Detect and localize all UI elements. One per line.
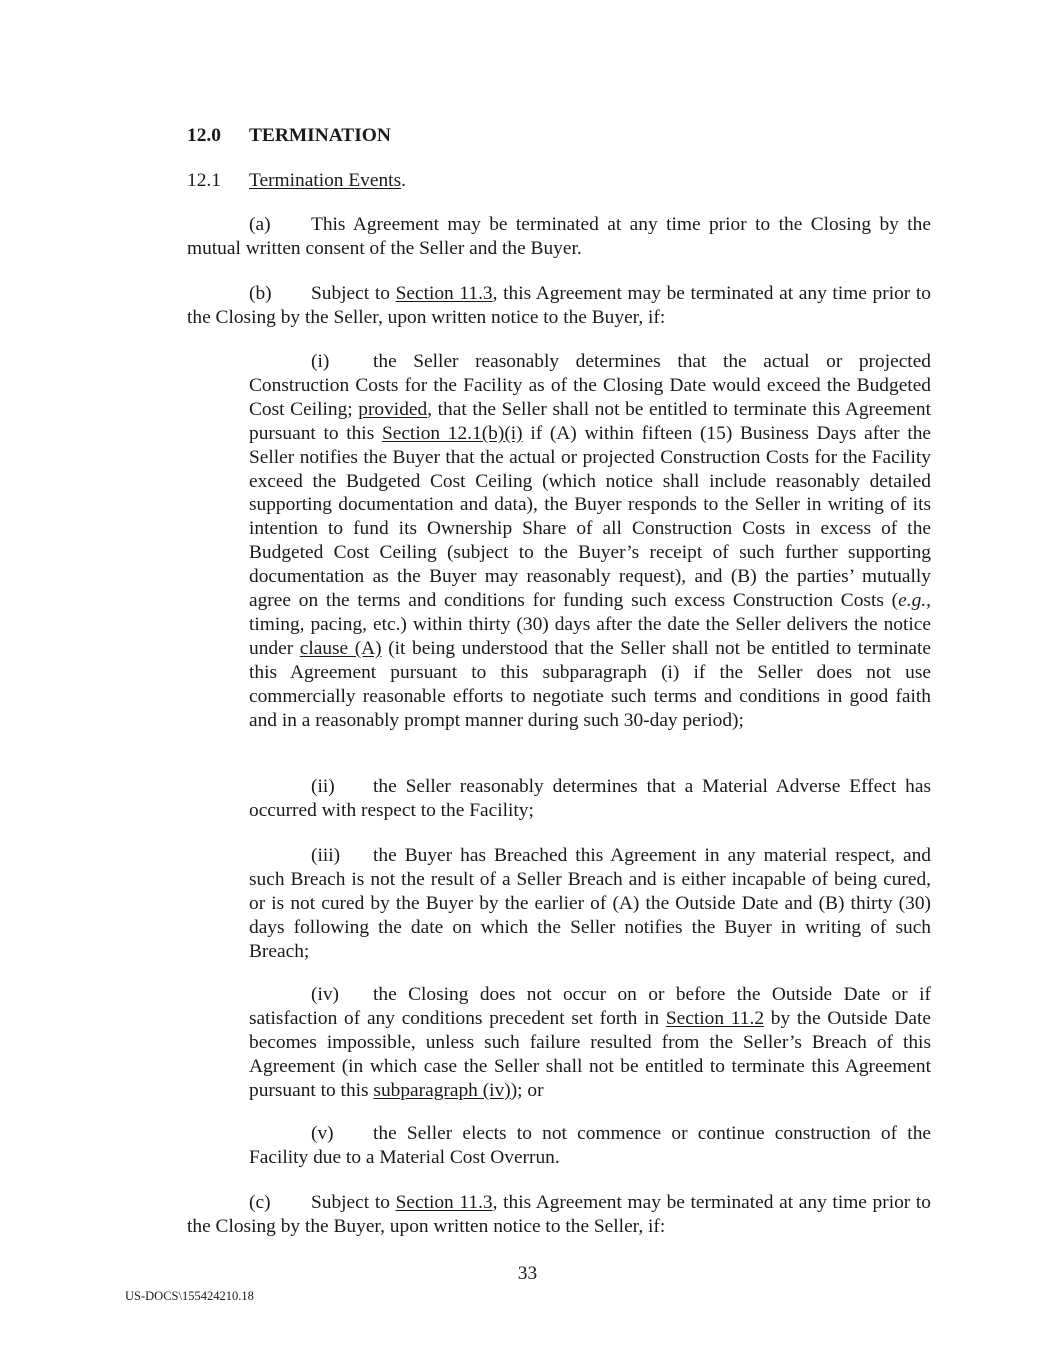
subparagraph-iv-text-1: the Closing does not occur on or before the Outside Date or if satisfaction of any conditions precedent set forth in bbox=[249, 984, 931, 1029]
subsection-title: Termination Events bbox=[249, 170, 402, 191]
paragraph-c bbox=[187, 1191, 931, 1239]
heading-number: 12.0 bbox=[187, 125, 221, 146]
section-reference: Section 11.3 bbox=[395, 1192, 493, 1213]
paragraph-a-label: (a) bbox=[249, 214, 271, 235]
heading-title: TERMINATION bbox=[249, 125, 391, 146]
paragraph-c-text-post: , this Agreement may be terminated at any time prior to the Closing by the Buyer, upon written notice to the Seller, if: bbox=[187, 1192, 931, 1237]
section-reference: Section 11.2 bbox=[665, 1007, 765, 1029]
subparagraph-iv-text-2: by the Outside Date becomes impossible, unless such failure resulted from the Seller’s Breach of this Agreement (in which case the Seller shall not be entitled to terminate this Agreement pursuant to this bbox=[249, 1007, 931, 1101]
subsection-heading bbox=[187, 169, 406, 193]
paragraph-b bbox=[187, 282, 931, 330]
paragraph-a-text: This Agreement may be terminated at any time prior to the Closing by the mutual written consent of the Seller and the Buyer. bbox=[187, 214, 931, 259]
section-heading bbox=[187, 124, 391, 148]
subparagraph-iv-label: (iv) bbox=[311, 984, 339, 1005]
subparagraph-ii bbox=[249, 775, 931, 823]
subparagraph-iv bbox=[249, 983, 931, 1103]
subparagraph-i-text-3: if (A) within fifteen (15) Business Days after the Seller notifies the Buyer that the actual or projected Construction Costs for the Facility exceed the Budgeted Cost Ceiling (which notice shall include reasonably detailed supporting documentation and data), the Buyer responds to the Seller in writing of its intention to fund its Ownership Share of all Construction Costs in excess of the Budgeted Cost Ceiling (subject to the Buyer’s receipt of such further supporting documentation as the Buyer may reasonably request), and (B) the parties’ mutually agree on the terms and conditions for funding such excess Construction Costs ( bbox=[249, 422, 932, 612]
subparagraph-i-text-2: , that the Seller shall not be entitled to terminate this Agreement pursuant to this bbox=[249, 398, 931, 444]
subparagraph-reference: subparagraph (iv) bbox=[373, 1079, 511, 1101]
subparagraph-i bbox=[249, 350, 931, 733]
clause-reference: clause (A) bbox=[299, 637, 382, 659]
paragraph-b-text-post: , this Agreement may be terminated at any time prior to the Closing by the Seller, upon written notice to the Buyer, if: bbox=[187, 283, 931, 328]
section-reference: Section 11.3 bbox=[395, 283, 493, 304]
paragraph-b-label: (b) bbox=[249, 283, 272, 304]
subparagraph-ii-label: (ii) bbox=[311, 776, 335, 797]
paragraph-b-text-pre: Subject to bbox=[311, 283, 396, 304]
paragraph-c-text-pre: Subject to bbox=[311, 1192, 396, 1213]
italic-eg: e.g. bbox=[898, 590, 927, 612]
defined-term-provided: provided bbox=[358, 398, 428, 420]
subparagraph-v-label: (v) bbox=[311, 1123, 334, 1144]
subparagraph-ii-text: the Seller reasonably determines that a Material Adverse Effect has occurred with respect to the Facility; bbox=[249, 776, 931, 821]
section-reference: Section 12.1(b)(i) bbox=[381, 422, 523, 444]
subparagraph-iv-text-3: ); or bbox=[510, 1079, 544, 1101]
paragraph-a bbox=[187, 213, 931, 261]
subparagraph-iii-text: the Buyer has Breached this Agreement in any material respect, and such Breach is not the result of a Seller Breach and is either incapable of being cured, or is not cured by the Buyer by the earlier of (A) the Outside Date and (B) thirty (30) days following the date on which the Seller notifies the Buyer in writing of such Breach; bbox=[249, 845, 931, 962]
subparagraph-iii-label: (iii) bbox=[311, 845, 341, 866]
subparagraph-iii bbox=[249, 844, 931, 964]
subparagraph-v-text: the Seller elects to not commence or continue construction of the Facility due to a Material Cost Overrun. bbox=[249, 1123, 931, 1168]
subparagraph-i-text-4: , timing, pacing, etc.) within thirty (30) days after the date the Seller delivers the notice under bbox=[249, 590, 931, 659]
subparagraph-i-text-5: (it being understood that the Seller shall not be entitled to terminate this Agreement pursuant to this subparagraph (i) if the Seller does not use commercially reasonable efforts to negotiate such terms and conditions in good faith and in a reasonably prompt manner during such 30-day period); bbox=[249, 637, 932, 731]
subsection-number: 12.1 bbox=[187, 170, 221, 191]
page-number: 33 bbox=[517, 1263, 538, 1284]
subparagraph-v bbox=[249, 1122, 931, 1170]
subparagraph-i-label: (i) bbox=[311, 351, 330, 372]
subsection-title-period: . bbox=[401, 170, 406, 191]
paragraph-c-label: (c) bbox=[249, 1192, 271, 1213]
subparagraph-i-text-1: the Seller reasonably determines that the actual or projected Construction Costs for the Facility as of the Closing Date would exceed the Budgeted Cost Ceiling; bbox=[249, 351, 931, 420]
document-id: US-DOCS\155424210.18 bbox=[125, 1289, 254, 1303]
